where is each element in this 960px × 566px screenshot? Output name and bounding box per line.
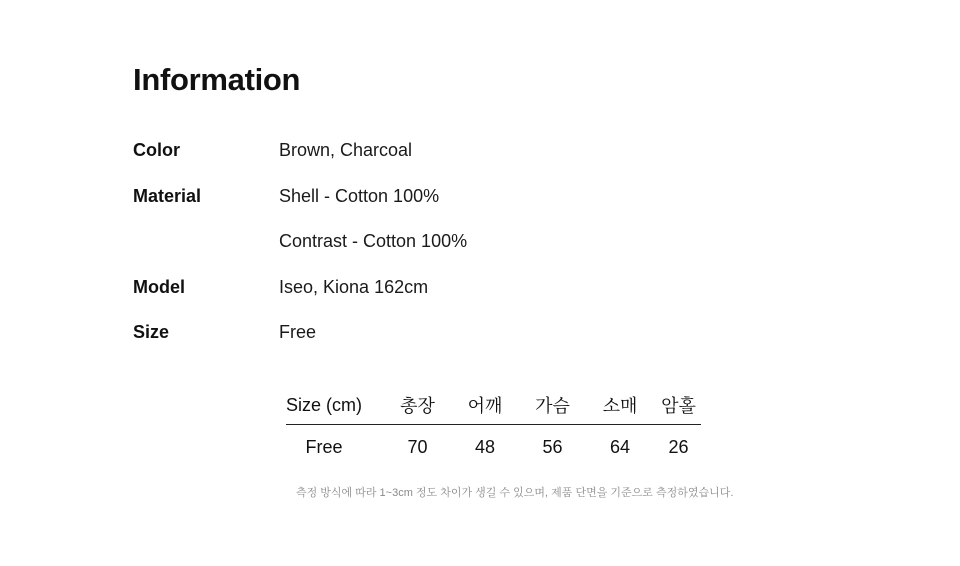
table-header-cell: 총장 xyxy=(386,386,449,425)
info-label: Color xyxy=(133,140,180,160)
table-cell: 70 xyxy=(407,436,428,457)
size-chart-table xyxy=(286,386,701,469)
table-cell: 26 xyxy=(668,436,689,457)
info-value: Iseo, Kiona 162cm xyxy=(279,277,429,297)
table-header-cell: Size (cm) xyxy=(286,386,386,425)
table-header-row xyxy=(286,386,701,425)
table-header-cell: 소매 xyxy=(584,386,656,425)
table-cell: 48 xyxy=(474,436,496,457)
info-label: Model xyxy=(133,277,185,297)
info-value: Brown, Charcoal xyxy=(279,140,413,160)
table-header-cell: 어깨 xyxy=(449,386,521,425)
table-cell: 56 xyxy=(542,436,563,457)
page-title: Information xyxy=(133,62,301,97)
table-header-cell: 암홀 xyxy=(656,386,701,425)
measurement-note: 측정 방식에 따라 1~3cm 정도 차이가 생길 수 있으며, 제품 단면을 기준으로 측정하였습니다. xyxy=(296,487,734,499)
info-label: Size xyxy=(133,322,170,342)
info-label: Material xyxy=(133,186,202,206)
info-value: Free xyxy=(279,322,317,342)
table-header-cell: 가슴 xyxy=(521,386,584,425)
info-value: Shell - Cotton 100% xyxy=(279,186,440,206)
table-cell: Free xyxy=(305,436,343,457)
info-value: Contrast - Cotton 100% xyxy=(279,231,468,251)
table-row xyxy=(286,425,701,470)
table-cell: 64 xyxy=(609,436,631,457)
